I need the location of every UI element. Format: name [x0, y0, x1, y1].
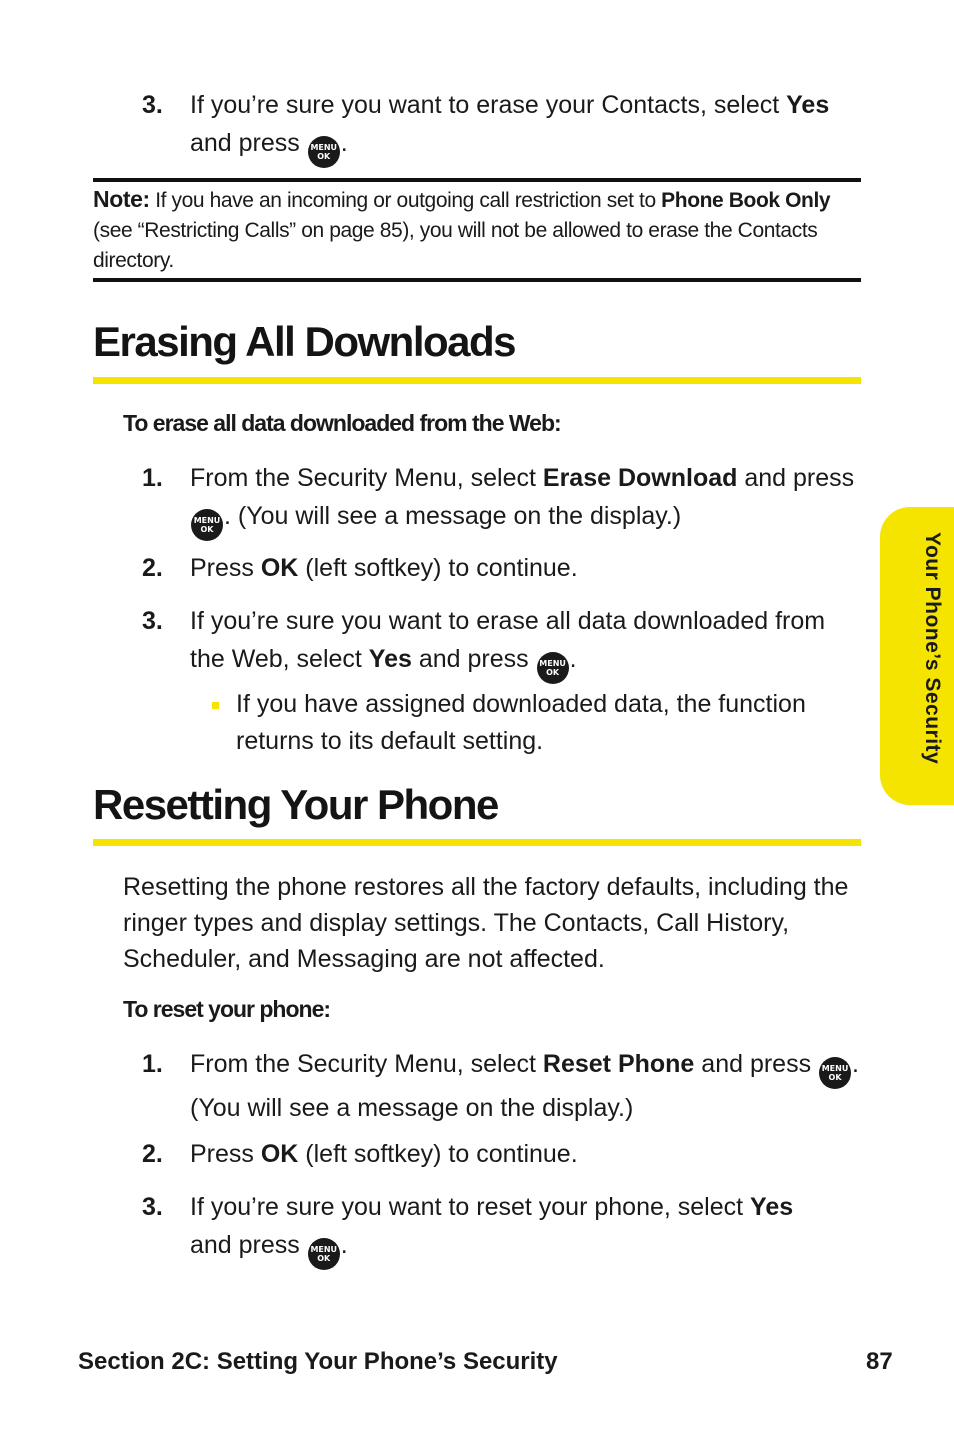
footer-page-number: 87 [866, 1348, 893, 1375]
note-box: Note: If you have an incoming or outgoing call restriction set to Phone Book Only (see “Restricting Calls” on page 85), you will not be allowed to erase the Contacts directory. [93, 186, 831, 272]
menu-ok-key-icon: MENU OK [308, 1238, 340, 1270]
reset-step-2: 2. Press OK (left softkey) to continue. [142, 1140, 578, 1168]
menu-ok-key-icon: MENU OK [191, 509, 223, 541]
heading-underline [93, 839, 861, 846]
erase-step-2: 2. Press OK (left softkey) to continue. [142, 554, 578, 582]
erase-note-bullet: If you have assigned downloaded data, the function returns to its default setting. [212, 686, 862, 760]
section-side-tab-label: Your Phone’s Security [921, 532, 944, 765]
heading-resetting-your-phone: Resetting Your Phone [93, 781, 498, 828]
note-top-rule [93, 178, 861, 182]
bullet-square-icon [212, 702, 219, 709]
step-number: 3. [142, 91, 163, 119]
menu-ok-key-icon: MENU OK [819, 1057, 851, 1089]
erase-step-1: 1. From the Security Menu, select Erase Download and press MENU OK . (You will see a message on the display.) [142, 459, 862, 541]
heading-erasing-all-downloads: Erasing All Downloads [93, 318, 516, 365]
reset-step-1: 1. From the Security Menu, select Reset Phone and press MENU OK . (You will see a message on the display.) [142, 1050, 859, 1122]
note-label: Note: [93, 186, 150, 212]
note-bottom-rule [93, 278, 861, 282]
procedure-lead: To erase all data downloaded from the Web: [123, 410, 561, 436]
footer-section-title: Section 2C: Setting Your Phone’s Security [78, 1348, 558, 1375]
step-erase-contacts [142, 86, 862, 168]
step-text: If you’re sure you want to erase your Contacts, select Yes and press MENU OK . [190, 86, 862, 168]
menu-ok-key-icon: MENU OK [308, 136, 340, 168]
menu-ok-key-icon: MENU OK [537, 652, 569, 684]
reset-step-3: 3. If you’re sure you want to reset your phone, select Yes and press MENU OK . [142, 1188, 862, 1270]
erase-step-3: 3. If you’re sure you want to erase all data downloaded from the Web, select Yes and press MENU OK . [142, 602, 862, 684]
reset-intro: Resetting the phone restores all the factory defaults, including the ringer types and display settings. The Contacts, Call History, Scheduler, and Messaging are not affected. [123, 873, 849, 973]
heading-underline [93, 377, 861, 384]
procedure-lead: To reset your phone: [123, 996, 331, 1022]
